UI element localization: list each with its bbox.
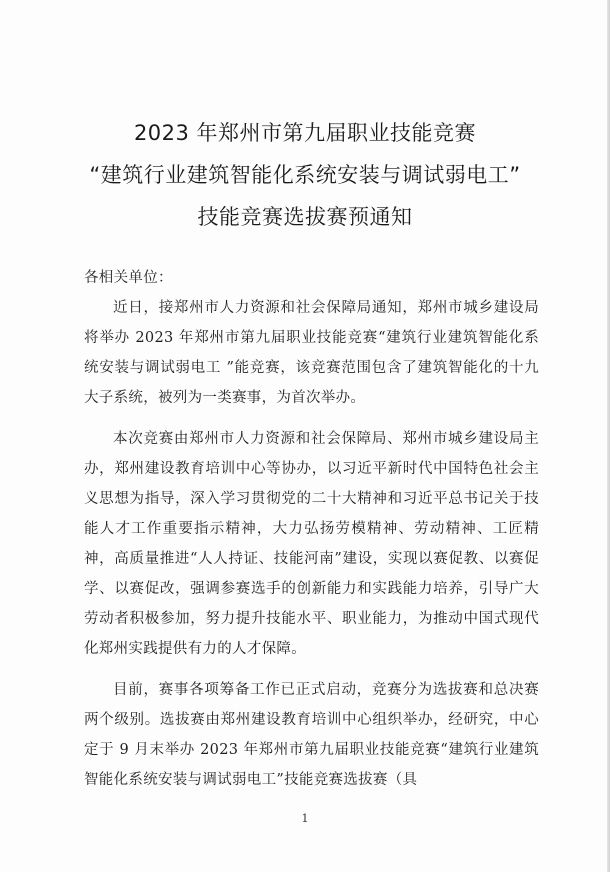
paragraph-block-1 [84, 293, 539, 413]
paragraph-3: 目前，赛事各项筹备工作已正式启动，竞赛分为选拔赛和总决赛两个级别。选拔赛由郑州建设教育培训中心组织举办，经研究，中心定于 9 月末举办 2023 年郑州市第九届职业技能竞赛“建筑行业建筑智能化系统安装与调试弱电工”技能竞赛选拔赛（具 [84, 682, 539, 788]
paragraph-block-3 [84, 675, 539, 795]
paragraph-block-2 [84, 424, 539, 664]
greeting-block [84, 263, 539, 293]
paragraph-1: 近日，接郑州市人力资源和社会保障局通知，郑州市城乡建设局将举办 2023 年郑州市第九届职业技能竞赛“建筑行业建筑智能化系统安装与调试弱电工 ”能竞赛，该竞赛范围包含了建筑智能化的十九大子系统，被列为一类赛事，为首次举办。 [84, 300, 539, 406]
greeting: 各相关单位： [84, 270, 173, 286]
document-title-line-3: 技能竞赛选拔赛预通知 [197, 205, 413, 229]
document-title-line-2: “建筑行业建筑智能化系统安装与调试弱电工” [89, 163, 521, 187]
document-title-line-1: 2023 年郑州市第九届职业技能竞赛 [133, 121, 477, 145]
paragraph-2: 本次竞赛由郑州市人力资源和社会保障局、郑州市城乡建设局主办，郑州建设教育培训中心等协办，以习近平新时代中国特色社会主义思想为指导，深入学习贯彻党的二十大精神和习近平总书记关于技能人才工作重要指示精神，大力弘扬劳模精神、劳动精神、工匠精神，高质量推进“人人持证、技能河南”建设，实现以赛促教、以赛促学、以赛促改，强调参赛选手的创新能力和实践能力培养，引导广大劳动者积极参加，努力提升技能水平、职业能力，为推动中国式现代化郑州实践提供有力的人才保障。 [84, 431, 539, 657]
page-number: 1 [301, 812, 309, 825]
